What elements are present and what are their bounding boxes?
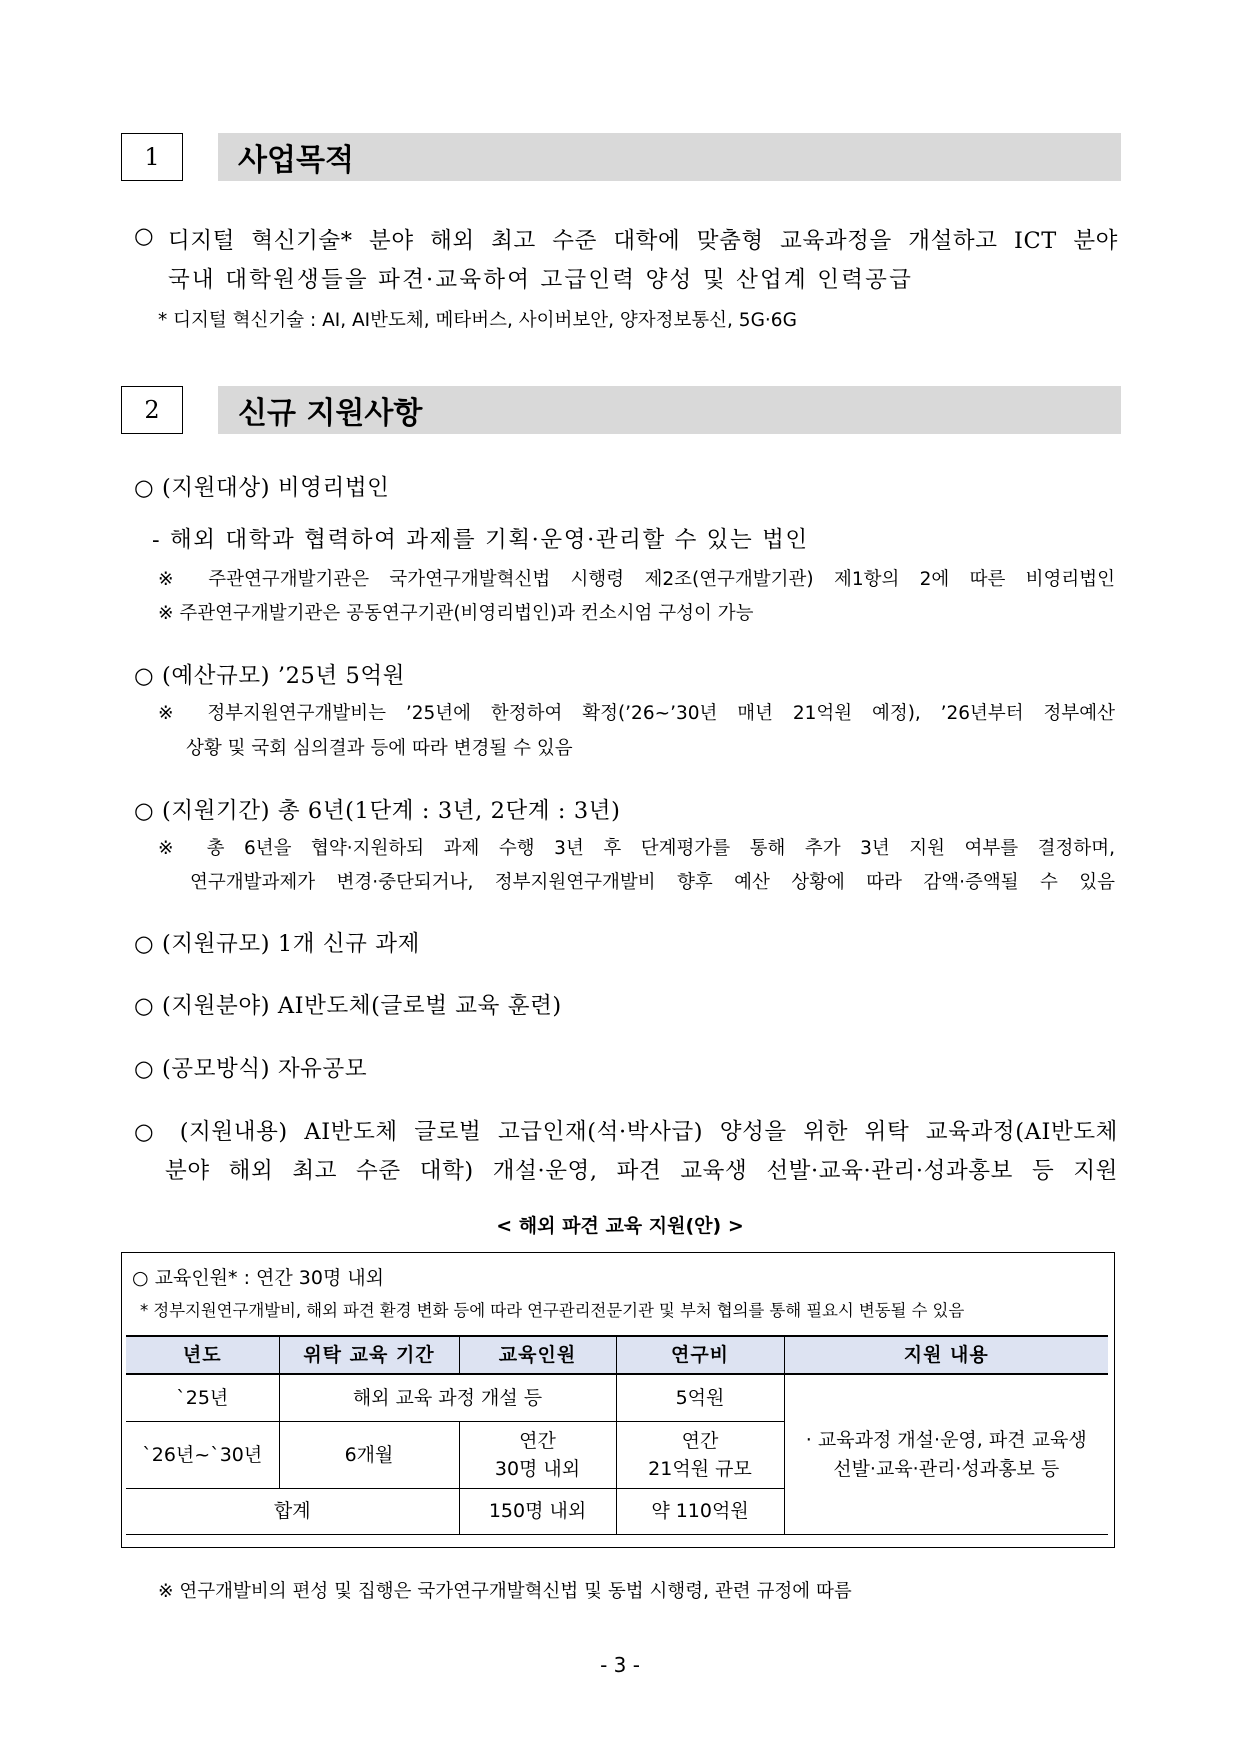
cell-period: 해외 교육 과정 개설 등	[279, 1374, 616, 1422]
cell-period: 6개월	[279, 1422, 459, 1489]
cell-line: 21억원 규모	[648, 1458, 752, 1480]
support-period: ○ (지원기간) 총 6년(1단계 : 3년, 2단계 : 3년)	[134, 798, 621, 824]
cell-people	[459, 1422, 616, 1489]
cell-support-content	[784, 1374, 1108, 1535]
support-target: ○ (지원대상) 비영리법인	[134, 475, 390, 501]
section-2-header	[121, 386, 1121, 436]
header-year: 년도	[126, 1336, 279, 1374]
support-content-line-1: · 교육과정 개설·운영, 파견 교육생	[805, 1429, 1087, 1451]
header-budget: 연구비	[616, 1336, 784, 1374]
section-1-header	[121, 133, 1121, 183]
support-content-1: ○ (지원내용) AI반도체 글로벌 고급인재(석·박사급) 양성을 위한 위탁 교육과정(AI반도체	[134, 1119, 1118, 1145]
section-title: 사업목적	[218, 133, 1121, 181]
cell-year: `25년	[126, 1374, 279, 1422]
section-number: 2	[121, 386, 183, 434]
support-plan-table	[126, 1335, 1108, 1535]
section-title: 신규 지원사항	[218, 386, 1121, 434]
purpose-line-1: 디지털 혁신기술* 분야 해외 최고 수준 대학에 맞춤형 교육과정을 개설하고 ICT 분야	[168, 228, 1118, 254]
cell-budget	[616, 1422, 784, 1489]
header-period: 위탁 교육 기간	[279, 1336, 459, 1374]
budget-note-1: ※ 정부지원연구개발비는 ’25년에 한정하여 확정(’26~’30년 매년 21억원 예정), ’26년부터 정부예산	[158, 703, 1115, 724]
purpose-line-2: 국내 대학원생들을 파견·교육하여 고급인력 양성 및 산업계 인력공급	[168, 267, 913, 293]
cell-line: 연간	[519, 1429, 556, 1452]
cell-line: 30명 내외	[494, 1458, 581, 1480]
cell-line: 연간	[681, 1429, 719, 1452]
page-number: - 3 -	[600, 1653, 640, 1677]
cell-year: `26년~`30년	[126, 1422, 279, 1489]
support-content-2: 분야 해외 최고 수준 대학) 개설·운영, 파견 교육생 선발·교육·관리·성과홍보 등 지원	[165, 1158, 1118, 1184]
cell-people: 150명 내외	[459, 1489, 616, 1535]
support-scale: ○ (지원규모) 1개 신규 과제	[134, 931, 420, 957]
table-header-row	[126, 1336, 1108, 1374]
education-footnote: * 정부지원연구개발비, 해외 파견 환경 변화 등에 따라 연구관리전문기관 및 부처 협의를 통해 필요시 변동될 수 있음	[140, 1301, 965, 1320]
period-note-1: ※ 총 6년을 협약·지원하되 과제 수행 3년 후 단계평가를 통해 추가 3년 지원 여부를 결정하며,	[158, 838, 1115, 859]
header-people: 교육인원	[459, 1336, 616, 1374]
recruit-method: ○ (공모방식) 자유공모	[134, 1056, 368, 1082]
education-headcount: ○ 교육인원* : 연간 30명 내외	[132, 1267, 385, 1289]
support-target-sub: - 해외 대학과 협력하여 과제를 기획·운영·관리할 수 있는 법인	[152, 527, 809, 553]
target-note-2: ※ 주관연구개발기관은 공동연구기관(비영리법인)과 컨소시엄 구성이 가능	[158, 603, 754, 624]
section-number: 1	[121, 133, 183, 181]
target-note-1: ※ 주관연구개발기관은 국가연구개발혁신법 시행령 제2조(연구개발기관) 제1항의 2에 따른 비영리법인	[158, 569, 1115, 590]
support-plan-box	[121, 1252, 1115, 1548]
cell-budget: 약 110억원	[616, 1489, 784, 1535]
cell-total-label: 합계	[126, 1489, 459, 1535]
table-row	[126, 1374, 1108, 1422]
budget-note-2: 상황 및 국회 심의결과 등에 따라 변경될 수 있음	[186, 738, 573, 759]
table-caption: < 해외 파견 교육 지원(안) >	[496, 1215, 744, 1237]
period-note-2: 연구개발과제가 변경·중단되거나, 정부지원연구개발비 향후 예산 상황에 따라 감액·증액될 수 있음	[190, 872, 1115, 893]
bullet-marker: ○	[134, 223, 155, 249]
purpose-footnote: * 디지털 혁신기술 : AI, AI반도체, 메타버스, 사이버보안, 양자정보통신, 5G·6G	[158, 310, 797, 331]
final-note: ※ 연구개발비의 편성 및 집행은 국가연구개발혁신법 및 동법 시행령, 관련 규정에 따름	[158, 1581, 852, 1602]
header-support: 지원 내용	[784, 1336, 1108, 1374]
budget-scale: ○ (예산규모) ’25년 5억원	[134, 663, 406, 689]
cell-budget: 5억원	[616, 1374, 784, 1422]
support-field: ○ (지원분야) AI반도체(글로벌 교육 훈련)	[134, 993, 562, 1019]
support-content-line-2: 선발·교육·관리·성과홍보 등	[833, 1457, 1060, 1480]
